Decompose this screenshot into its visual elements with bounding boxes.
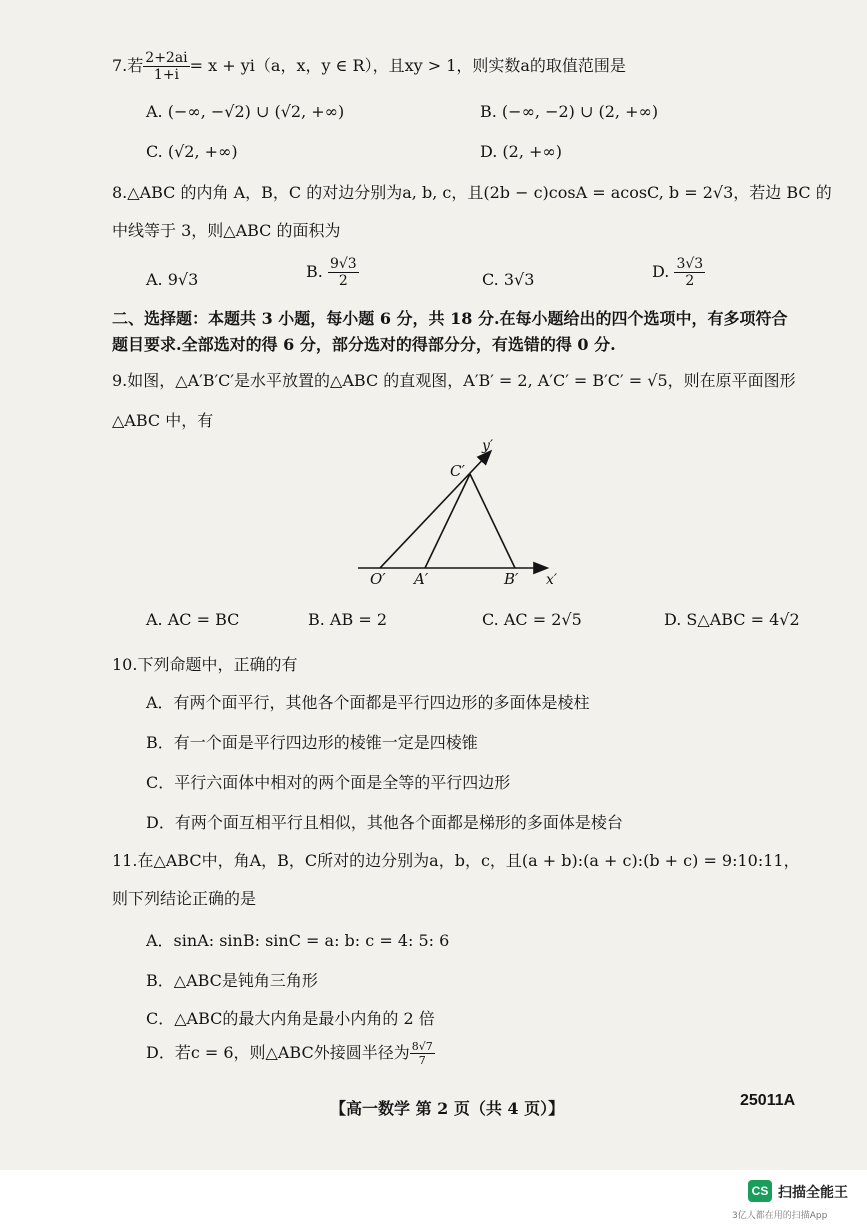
q7-option-c: C. (√2, +∞) — [146, 142, 238, 161]
q7-option-b: B. (−∞, −2) ∪ (2, +∞) — [480, 102, 659, 121]
camscanner-name: 扫描全能王 — [778, 1185, 848, 1201]
q8-option-c: C. 3√3 — [482, 270, 535, 289]
q10-option-c: C．平行六面体中相对的两个面是全等的平行四边形 — [146, 773, 511, 792]
exam-code: 25011A — [740, 1092, 796, 1109]
q9-line2: △ABC 中，有 — [112, 411, 214, 430]
q10-stem: 10.下列命题中，正确的有 — [112, 655, 298, 674]
q10-option-a: A．有两个面平行，其他各个面都是平行四边形的多面体是棱柱 — [146, 693, 590, 712]
q9-option-a: A. AC = BC — [146, 610, 240, 629]
q8-option-b: B. $\frac{9√3}{2}$ — [306, 256, 357, 289]
q7-option-d: D. (2, +∞) — [480, 142, 562, 161]
label-b: B′ — [504, 570, 519, 588]
q8-line1: 8.△ABC 的内角 A，B，C 的对边分别为a, b, c，且(2b − c)cosA = acosC, b = 2√3，若边 BC 的 — [112, 183, 832, 202]
q9-option-b: B. AB = 2 — [308, 610, 387, 629]
edge-ac — [425, 474, 470, 568]
q8-option-a: A. 9√3 — [146, 270, 199, 289]
q7-option-a: A. (−∞, −√2) ∪ (√2, +∞) — [146, 102, 345, 121]
section2-line2: 题目要求.全部选对的得 6 分，部分选对的得部分分，有选错的得 0 分. — [112, 335, 616, 354]
label-x: x′ — [546, 572, 558, 588]
q9-option-c: C. AC = 2√5 — [482, 610, 582, 629]
scanner-badge — [748, 1180, 863, 1204]
q9-option-d: D. S△ABC = 4√2 — [664, 610, 800, 629]
q8-option-d: D. $\frac{3√3}{2}$ — [652, 256, 704, 289]
q11-option-d: D．若c = 6，则△ABC外接圆半径为 $\frac{8√7}{7}$ — [146, 1040, 433, 1067]
label-o: O′ — [370, 570, 386, 588]
q11-line1: 11.在△ABC中，角A，B，C所对的边分别为a，b，c，且(a + b):(a + c):(b + c) = 9:10:11， — [112, 851, 800, 870]
camscanner-tagline: 3亿人都在用的扫描App — [732, 1211, 828, 1221]
q10-option-d: D．有两个面互相平行且相似，其他各个面都是梯形的多面体是棱台 — [146, 813, 623, 832]
label-y: y′ — [482, 438, 494, 454]
edge-bc — [470, 474, 515, 568]
q8-line2: 中线等于 3，则△ABC 的面积为 — [112, 221, 341, 240]
q11-line2: 则下列结论正确的是 — [112, 889, 257, 908]
page-footer: 【高一数学 第 2 页（共 4 页）】 — [330, 1099, 565, 1118]
camscanner-logo-icon: CS — [748, 1180, 772, 1202]
label-a: A′ — [414, 570, 429, 588]
q7-stem: 7.若 $\frac{2+2ai}{1+i}$ = x + yi（a，x，y ∈ R），且xy > 1，则实数a的取值范围是 — [112, 50, 626, 83]
q11-option-b: B．△ABC是钝角三角形 — [146, 971, 318, 990]
section2-line1: 二、选择题：本题共 3 小题，每小题 6 分，共 18 分.在每小题给出的四个选项中，有多项符合 — [112, 309, 788, 328]
y-axis — [380, 452, 490, 568]
q11-option-c: C．△ABC的最大内角是最小内角的 2 倍 — [146, 1009, 435, 1028]
label-c: C′ — [450, 462, 465, 480]
q11-option-a: A．sinA: sinB: sinC = a: b: c = 4: 5: 6 — [146, 931, 450, 950]
q9-figure — [340, 436, 560, 596]
q7-fraction: $\frac{2+2ai}{1+i}$ — [145, 50, 188, 83]
q10-option-b: B．有一个面是平行四边形的棱锥一定是四棱锥 — [146, 733, 478, 752]
q9-line1: 9.如图，△A′B′C′是水平放置的△ABC 的直观图，A′B′ = 2, A′C′ = B′C′ = √5，则在原平面图形 — [112, 371, 796, 390]
